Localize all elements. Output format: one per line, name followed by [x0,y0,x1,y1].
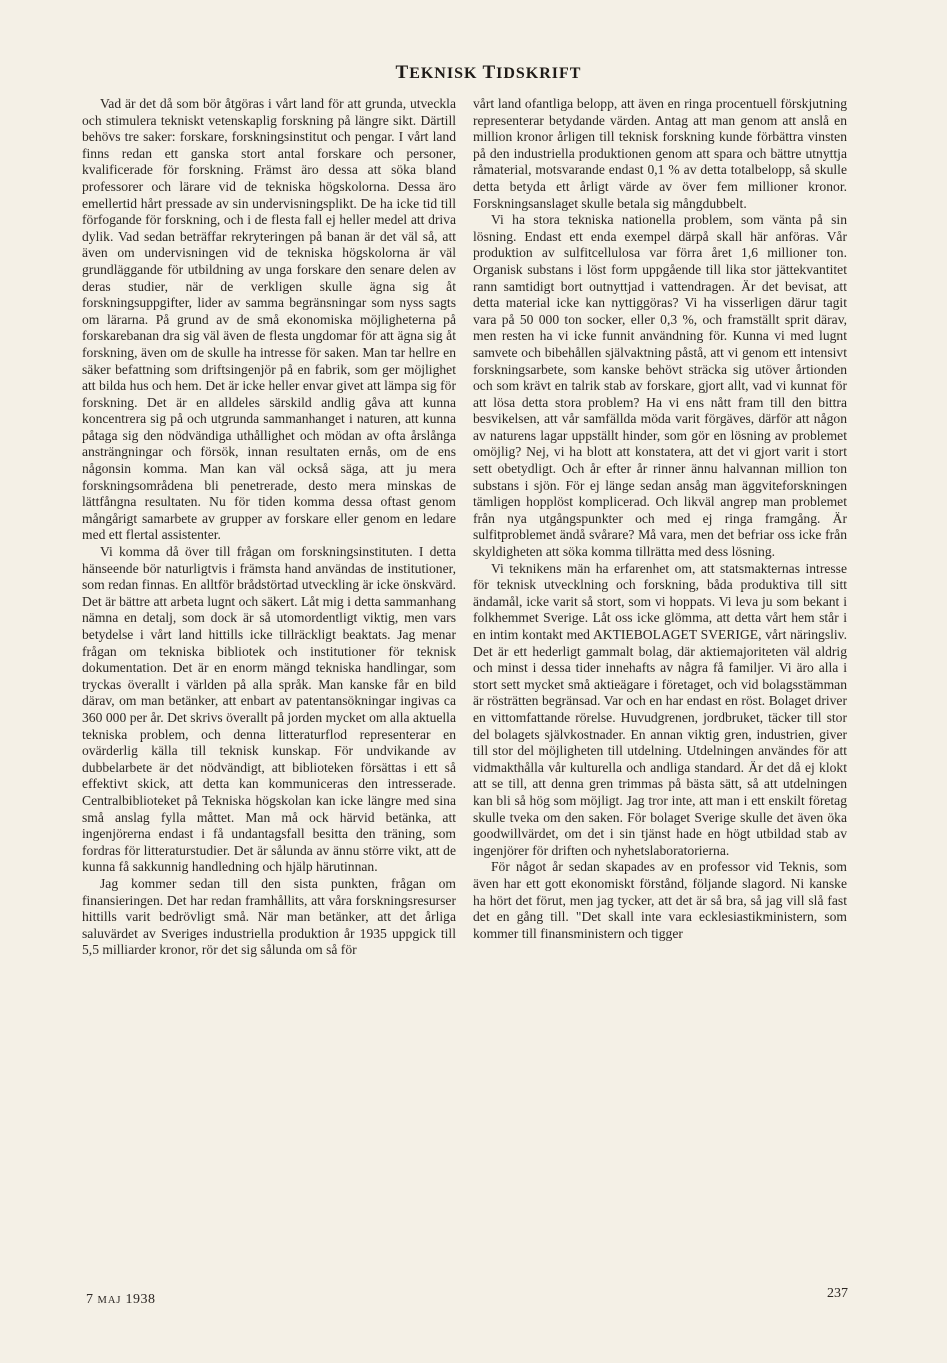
paragraph: Vi komma då över till frågan om forskningsinstituten. I detta hänseende bör naturligtvis i främsta hand användas de institutioner, som redan finnas. En alltför brådstörtad utveckling är icke önskvärd. Det är bättre att arbeta lugnt och säkert. Låt mig i detta sammanhang nämna en detalj, som dock är så utomordentligt viktig, men vars betydelse i vårt land hittills icke tillräckligt beaktats. Jag menar frågan om tekniska bibliotek och institutioner för teknisk dokumentation. Det är en enorm mängd tekniska handlingar, som tryckas överallt i världen på alla språk. Man kanske får en bild därav, om man betänker, att enbart av patentansökningar ingivas ca 360 000 per år. Det skrivs överallt på jorden mycket om alla aktuella tekniska problem, och denna litteraturflod representerar en ovärderlig källa till teknisk kunskap. För undvikande av dubbelarbete är det nödvändigt, att biblioteken försättas i ett så effektivt skick, att detta kan kommuniceras den intresserade. Centralbiblioteket på Tekniska högskolan kan icke längre med sina små anslag fylla måttet. Man må ock härvid betänka, att ingenjörerna endast i få undantagsfall besitta den träning, som fordras för litteraturstudier. Det är sålunda av ännu större vikt, att de kunna få sakkunnig handledning och hjälp härutinnan. [82,544,456,875]
right-column [473,96,847,942]
page-number: 237 [827,1286,848,1301]
paragraph: vårt land ofantliga belopp, att även en ringa procentuell förskjutning representerar betydande värden. Antag att man genom att anslå en million kronor årligen till teknisk forskning kunde förbättra vinsten på den industriella produktionen genom att spara och bättre utnyttja råmaterial, motsvarande endast 0,1 % av detta totalbelopp, så skulle detta betyda ett årligt värde av över fem millioner kronor. Forskningsanslaget skulle betala sig mångdubbelt. [473,96,847,211]
paragraph: Vad är det då som bör åtgöras i vårt land för att grunda, utveckla och stimulera tekniskt vetenskaplig forskning på längre sikt. Därtill behövs tre saker: forskare, forskningsinstitut och pengar. I vårt land finns redan ett ganska stort antal forskare och personer, kvalificerade för forskning. Främst äro dessa att söka bland professorer och lärare vid de tekniska högskolorna. Dessa äro emellertid hårt pressade av sin undervisningsplikt. De ha icke tid till förfogande för forskning, och i de flesta fall ej heller medel att driva dylik. Vad sedan beträffar rekryteringen på banan är det väl så, att även om undervisningen vid de tekniska högskolorna är väl grundläggande för utbildning av unga forskare den senare delen av deras studier, när de verkligen skulle ägna sig åt forskningsuppgifter, lider av samma begränsningar som nyss sagts om lärarna. På grund av de små ekonomiska möjligheterna på forskarebanan dra sig väl även de flesta ungdomar för att ägna sig åt forskning, även om de skulle ha intresse för saken. Man tar hellre en säker befattning som driftsingenjör på en fabrik, som ger möjlighet att bilda hus och hem. Det är icke heller envar givet att lämpa sig för forskning. Det är en alldeles särskild andlig gåva att kunna koncentrera sig på och utgrunda sammanhanget i naturen, att kunna påtaga sig den nödvändiga uthållighet och mödan av ofta årslånga ansträngningar och försök, innan resultaten ernås, om de ens någonsin komma. Man kan väl också säga, att ju mera forskningsområdena bli penetrerade, desto mera minskas de lättfångna resultaten. Nu för tiden komma dessa oftast genom mångårigt samarbete av grupper av forskare eller genom en ledare med ett flertal assistenter. [82,96,456,543]
masthead-word-2: IDSKRIFT [496,65,582,82]
issue-date-day: 7 [86,1292,94,1307]
issue-date [86,1292,156,1308]
paragraph: För något år sedan skapades av en professor vid Teknis, som även har ett gott ekonomiskt förstånd, följande slagord. Ni kanske ha hört det förut, men jag tycker, att det är så bra, så jag vill slå fast det en gång till. "Det skall inte vara ecklesiastikministern, som kommer till finansministern och tigger [473,859,847,941]
paragraph: Vi ha stora tekniska nationella problem, som vänta på sin lösning. Endast ett enda exempel därpå skall här anföras. Vår produktion av sulfitcellulosa var förra året 1,6 millioner ton. Organisk substans i löst form uppgående till lika stor jättekvantitet rann samtidigt bort outnyttjad i vattendragen. Är det bevisat, att detta material icke kan nyttiggöras? Vi ha visserligen därur tagit vara på 50 000 ton socker, eller 0,3 %, och framställt sprit därav, men resten ha vi icke funnit användning för. Kunna vi med lugnt samvete och bibehållen självaktning påstå, att vi genom ett intensivt forskningsarbete, som kanske behövt sträcka sig utöver årtionden och som krävt en talrik stab av forskare, gjort allt, vad vi kunnat för att lösa detta stora problem? Ha vi ens nått fram till den bittra besvikelsen, att vår samfällda möda varit förgäves, därför att någon av naturens lagar uppställt hinder, som gör en lösning av problemet omöjlig? Nej, vi ha blott att konstatera, att det vi gjort varit i stort sett obetydligt. Och år efter år rinner ännu halvannan million ton substans i sjön. För ej länge sedan ansåg man äggviteforskningen tämligen hopplöst komplicerad. Och likväl angrep man problemet från nya utgångspunkter och med ej ringa framgång. Är sulfitproblemet ändå svårare? Må vara, men det befriar oss icke från skyldigheten att söka komma tillrätta med dess lösning. [473,212,847,560]
paragraph: Vi teknikens män ha erfarenhet om, att statsmakternas intresse för teknisk utvecklning och forskning, båda produktiva till sitt ändamål, icke varit så stort, som vi hoppats. Vi leva ju som bekant i folkhemmet Sverige. Låt oss icke glömma, att detta vårt hem står i en intim kontakt med AKTIEBOLAGET SVERIGE, vårt näringsliv. Det är ett hederligt gammalt bolag, där aktiemajoriteten väl aldrig och minst i dessa tider innehafts av några få familjer. Vi äro alla i stort sett mycket små aktieägare i företaget, och vid bolagsstämman är rösträtten begränsad. Var och en har endast en röst. Bolaget driver en vittomfattande rörelse. Huvudgrenen, jordbruket, täcker till stor del bolagets självkostnader. En annan viktig gren, industrien, giver till stor del möjligheten till utdelning. Utdelningen användes för att vidmakthålla vår kulturella och andliga standard. Är det då ej klokt att se till, att denna gren trimmas på bästa sätt, så att utdelningen kan bli så hög som möjligt. Jag tror inte, att man i ett enskilt företag skulle tveka om den saken. För bolaget Sverige skulle det även öka goodwillvärdet, om det i sin tjänst hade en högt utbildad stab av ingenjörer för driften och nyhetslaboratorierna. [473,560,847,858]
left-column [82,96,456,959]
masthead-initial-1: T [395,62,410,83]
issue-date-month: MAJ [97,1295,122,1306]
paragraph: Jag kommer sedan till den sista punkten, frågan om finansieringen. Det har redan framhållits, att våra forskningsresurser hittills varit bedrövligt små. När man betänker, att det årliga saluvärdet av Sveriges industriella produktion år 1935 uppgick till 5,5 milliarder kronor, rör det sig sålunda om så för [82,875,456,958]
masthead-word-1: EKNISK [409,65,483,82]
journal-masthead [0,62,947,84]
masthead-initial-2: T [482,62,497,83]
issue-date-year: 1938 [125,1292,156,1307]
